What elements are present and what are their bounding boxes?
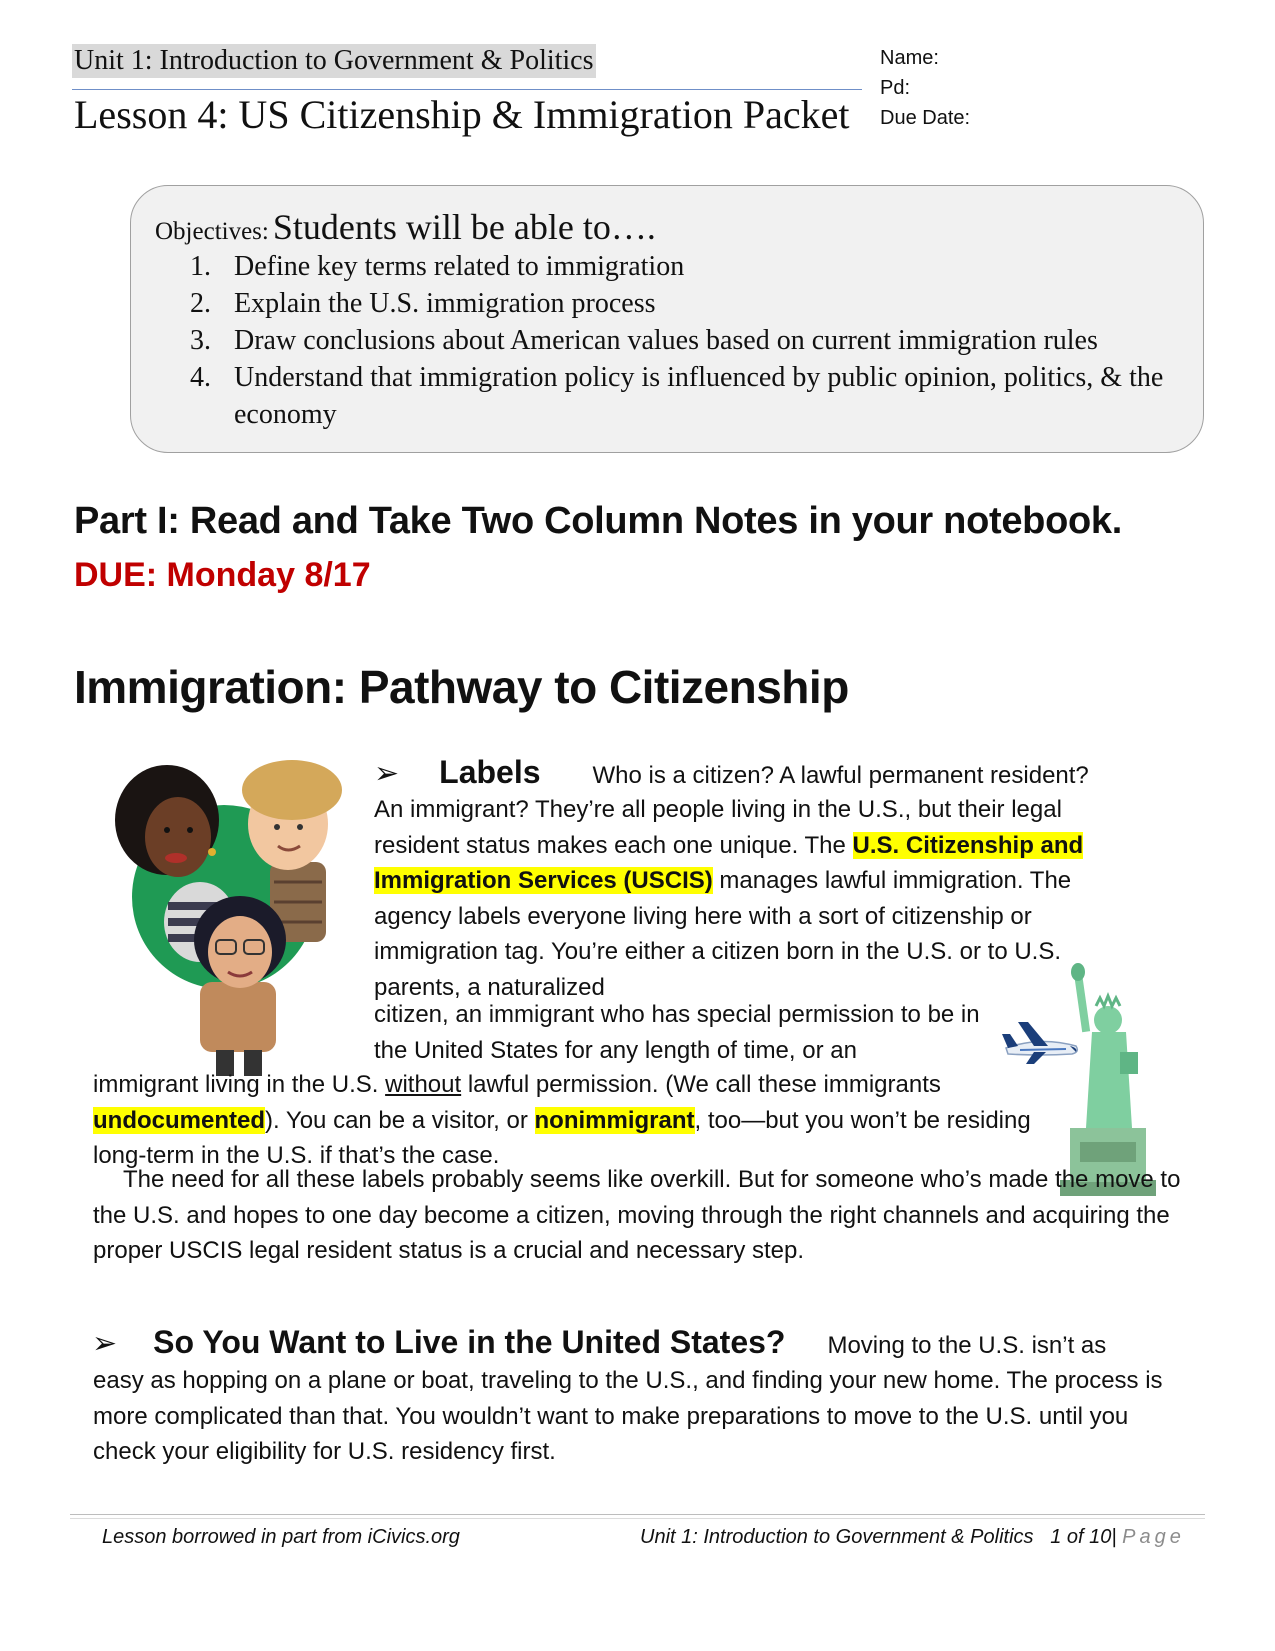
footer-divider: [70, 1514, 1205, 1515]
objectives-label: Objectives:: [155, 218, 269, 245]
footer-separator: |: [1111, 1526, 1117, 1548]
objective-number: 1.: [190, 251, 211, 282]
unit-title: Unit 1: Introduction to Government & Politics: [74, 45, 594, 76]
arrow-bullet-icon: ➢: [92, 1327, 118, 1360]
text-run: , too—but you won’t be residing long-term in the U.S. if that’s the case.: [93, 1106, 1031, 1169]
due-date-field-label: Due Date:: [880, 107, 971, 129]
labels-heading-line: [374, 754, 1089, 791]
text-run: ). You can be a visitor, or: [265, 1106, 535, 1134]
name-field-label: Name:: [880, 47, 939, 69]
text-run: immigrant living in the U.S.: [93, 1071, 386, 1098]
section-title: Immigration: Pathway to Citizenship: [74, 661, 849, 713]
labels-question: Who is a citizen? A lawful permanent resident?: [592, 762, 1089, 789]
text-run: manages lawful immigration. The agency labels everyone living here with a sort of citizenship or immigration tag. You’re either a citizen born in the U.S. or to U.S. parents, a naturalized: [374, 867, 1072, 1001]
airplane-icon: [1000, 1012, 1082, 1066]
objectives-list: [190, 248, 1190, 433]
objective-item: [190, 248, 1190, 285]
people-illustration: [112, 742, 352, 1084]
objective-item: [190, 322, 1190, 359]
labels-paragraph: [374, 792, 1144, 1005]
highlighted-term-undocumented: undocumented: [93, 1106, 265, 1134]
highlighted-term-nonimmigrant: nonimmigrant: [534, 1106, 695, 1134]
so-you-want-heading: So You Want to Live in the United States?: [153, 1324, 786, 1360]
part-heading: Part I: Read and Take Two Column Notes in your notebook.: [74, 500, 1122, 542]
objectives-heading: [155, 206, 656, 248]
footer-unit: Unit 1: Introduction to Government & Politics: [640, 1526, 1034, 1548]
labels-heading: Labels: [439, 754, 541, 790]
student-info-fields: [880, 43, 970, 133]
text-run: The need for all these labels probably seems like overkill. But for someone who’s made the move to the U.S. and hopes to one day become a citizen, moving through the right channels and acquiring the proper USCIS legal resident status is a crucial and necessary step.: [93, 1166, 1181, 1264]
underlined-word: without: [385, 1071, 462, 1098]
period-field-label: Pd:: [880, 77, 911, 99]
footer-credit: Lesson borrowed in part from iCivics.org: [102, 1526, 460, 1548]
lesson-title: Lesson 4: US Citizenship & Immigration Packet: [74, 92, 850, 137]
highlighted-term-uscis: U.S. Citizenship and Immigration Services (USCIS): [374, 831, 1084, 894]
due-date-line: DUE: Monday 8/17: [74, 556, 371, 594]
objective-number: 4.: [190, 362, 211, 393]
so-you-want-paragraph: easy as hopping on a plane or boat, traveling to the U.S., and finding your new home. The process is more complicated than that. You wouldn’t want to make preparations to move to the U.S. until you check your eligibility for U.S. residency first.: [93, 1367, 1163, 1465]
arrow-bullet-icon: ➢: [374, 757, 400, 790]
title-divider: [72, 89, 862, 90]
objective-text: Draw conclusions about American values based on current immigration rules: [234, 325, 1098, 356]
objective-text: Explain the U.S. immigration process: [234, 288, 656, 319]
objective-number: 2.: [190, 288, 211, 319]
text-run: An immigrant? They’re all people living in the U.S., but their legal resident status makes each one unique. The: [374, 796, 1062, 859]
so-you-want-heading-line: [92, 1324, 1106, 1361]
objective-item: [190, 285, 1190, 322]
page-number: 1 of 10: [1050, 1526, 1112, 1548]
objective-text: Understand that immigration policy is influenced by public opinion, politics, & the economy: [234, 362, 1164, 430]
footer-divider-secondary: [70, 1518, 1205, 1519]
objective-item: [190, 359, 1190, 433]
objectives-intro: Students will be able to….: [272, 207, 656, 247]
labels-paragraph-end: [93, 1067, 1053, 1174]
objective-text: Define key terms related to immigration: [234, 251, 685, 282]
so-you-want-lead: Moving to the U.S. isn’t as: [827, 1332, 1107, 1359]
need-paragraph: [93, 1162, 1183, 1269]
objective-number: 3.: [190, 325, 211, 356]
text-run: lawful permission. (We call these immigrants: [461, 1071, 941, 1098]
footer-page-info: [640, 1526, 1185, 1549]
page-word: Page: [1122, 1526, 1185, 1548]
labels-paragraph-continued: citizen, an immigrant who has special permission to be in the United States for any length of time, or an: [374, 1001, 980, 1064]
